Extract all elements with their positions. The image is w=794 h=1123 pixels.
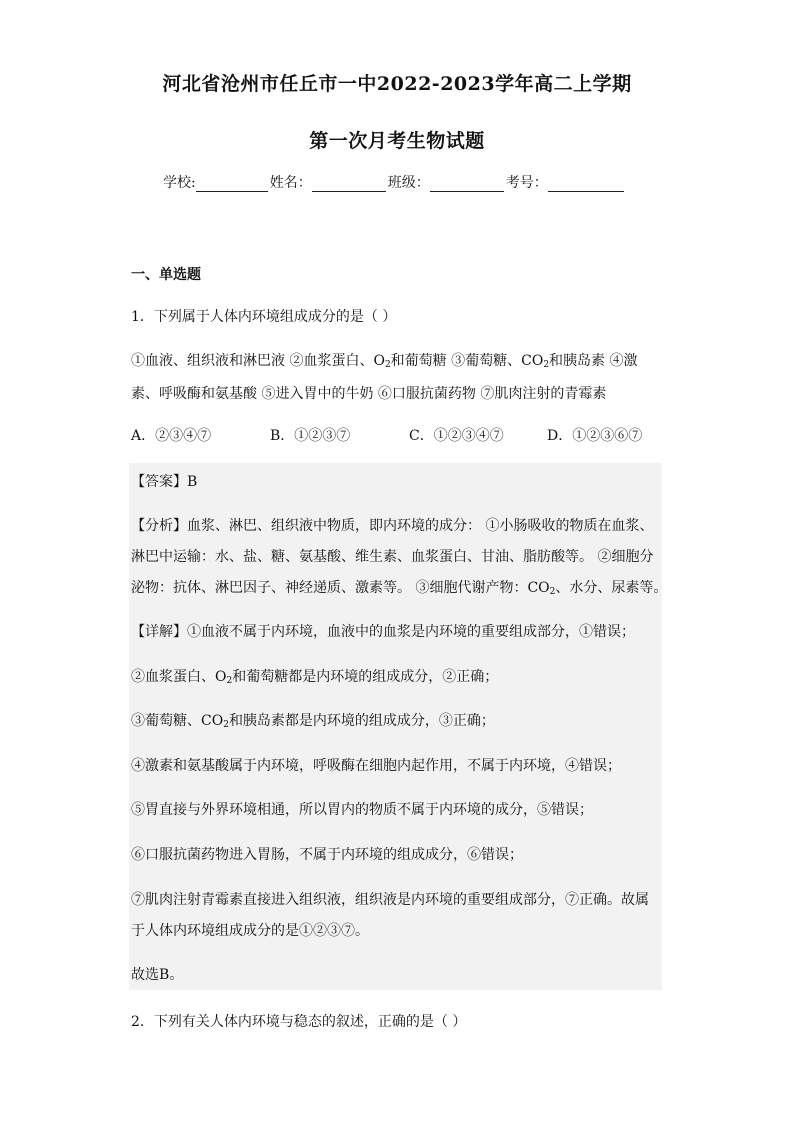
name-label: 姓名： xyxy=(269,175,312,191)
detail-line6: ⑥口服抗菌药物进入胃肠，不属于内环境的组成成分，⑥错误； xyxy=(131,847,523,863)
class-blank[interactable] xyxy=(430,176,504,192)
analysis-line3: 泌物：抗体、淋巴因子、神经递质、激素等。 ③细胞代谢产物：$CO_2$、水分、尿素等。 xyxy=(131,580,668,597)
answer-choice: 故选B。 xyxy=(131,967,184,983)
document-title-line1: 河北省沧州市任丘市一中2022-2023学年高二上学期 xyxy=(162,73,632,95)
question-1-stem: 1．下列属于人体内环境组成成分的是（ ） xyxy=(131,309,397,325)
exam-number-label: 考号： xyxy=(505,175,548,191)
option-d[interactable]: D．①②③⑥⑦ xyxy=(547,428,643,444)
question-2-stem: 2．下列有关人体内环境与稳态的叙述，正确的是（ ） xyxy=(131,1014,467,1030)
question-1-items-line2: 素、呼吸酶和氨基酸 ⑤进入胃中的牛奶 ⑥口服抗菌药物 ⑦肌肉注射的青霉素 xyxy=(131,386,607,402)
detail-line1: 【详解】①血液不属于内环境，血液中的血浆是内环境的重要组成部分，①错误； xyxy=(131,624,635,640)
analysis-line2: 淋巴中运输：水、盐、糖、氨基酸、维生素、血浆蛋白、甘油、脂肪酸等。 ②细胞分 xyxy=(131,549,654,565)
detail-line4: ④激素和氨基酸属于内环境，呼吸酶在细胞内起作用，不属于内环境，④错误； xyxy=(131,758,621,774)
document-title-line2: 第一次月考生物试题 xyxy=(309,130,485,152)
name-blank[interactable] xyxy=(312,176,386,192)
detail-line7b: 于人体内环境组成成分的是①②③⑦。 xyxy=(131,923,369,939)
section-heading: 一、单选题 xyxy=(131,267,201,283)
option-a[interactable]: A．②③④⑦ xyxy=(131,428,212,444)
class-label: 班级： xyxy=(387,175,430,191)
option-b[interactable]: B．①②③⑦ xyxy=(270,428,351,444)
detail-line5: ⑤胃直接与外界环境相通，所以胃内的物质不属于内环境的成分，⑤错误； xyxy=(131,802,593,818)
detail-line3: ③葡萄糖、$CO_2$和胰岛素都是内环境的组成成分，③正确； xyxy=(131,713,495,730)
answer-line: 【答案】B xyxy=(131,474,198,490)
school-label: 学校: xyxy=(163,175,196,191)
student-info-row xyxy=(163,172,626,192)
exam-number-blank[interactable] xyxy=(548,176,624,192)
detail-line7a: ⑦肌肉注射青霉素直接进入组织液，组织液是内环境的重要组成部分，⑦正确。故属 xyxy=(131,892,649,908)
option-c[interactable]: C．①②③④⑦ xyxy=(409,428,504,444)
analysis-line1: 【分析】血浆、淋巴、组织液中物质，即内环境的成分： ①小肠吸收的物质在血浆、 xyxy=(131,518,654,534)
school-blank[interactable] xyxy=(196,176,268,192)
question-1-items-line1: ①血液、组织液和淋巴液 ②血浆蛋白、$O_2$和葡萄糖 ③葡萄糖、$CO_2$和胰岛素 ④激 xyxy=(131,353,638,370)
detail-line2: ②血浆蛋白、$O_2$和葡萄糖都是内环境的组成成分，②正确； xyxy=(131,669,499,686)
